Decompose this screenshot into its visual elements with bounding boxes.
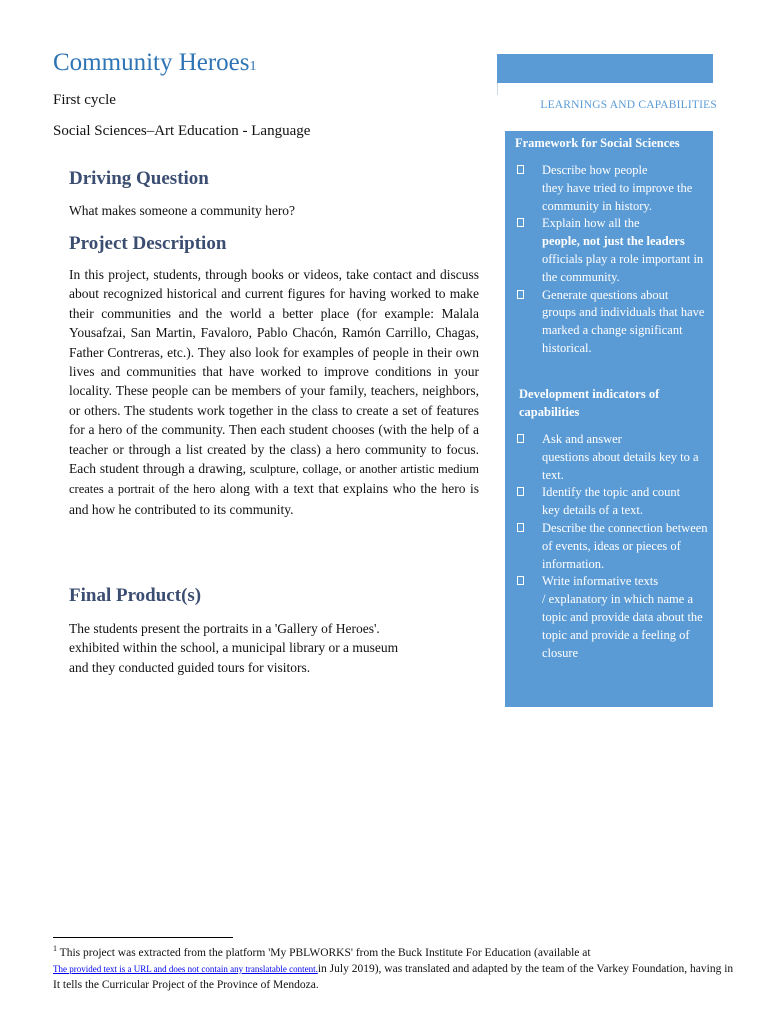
bullet-icon [517,218,524,227]
list-item: Generate questions about groups and individuals that have marked a change significant historical. [515,287,711,358]
indicators-heading: Development indicators of capabilities [519,387,660,419]
subjects-label: Social Sciences–Art Education - Language [53,123,311,139]
footnote-ref[interactable]: 1 [249,59,257,74]
sidebar-heading: LEARNINGS AND CAPABILITIES [540,99,717,111]
bullet-icon [517,576,524,585]
driving-question-heading: Driving Question [69,168,209,189]
sidebar-header-bar [497,54,713,83]
bullet-icon [517,523,524,532]
indicators-list [515,431,711,662]
list-item: Explain how all the people, not just the leaders officials play a role important in the community. [515,215,711,286]
footnote-link[interactable]: The provided text is a URL and does not contain any translatable content. [53,963,318,974]
bullet-icon [517,487,524,496]
project-description-text: In this project, students, through books or videos, take contact and discuss about recognized historical and current figures for having worked to make their communities and the world a better place (for example: Malala Yousafzai, San Martin, Favaloro, Pablo Chacón, Ramón Carrillo, Chagas, Father Contreras, etc.). They also look for examples of people in their own lives and communities that have worked to improve conditions in your locality. These people can be members of your family, teachers, neighbors, or others. The students work together in the class to create a set of features for a hero of the community. Then each student chooses (with the help of a teacher or through a list created by the class) a hero community to focus. Each student through a drawing, sculpture, collage, or another artistic medium creates a portrait of the hero along with a text that explains who the hero is and how he contributed to its community. [69,267,480,517]
list-item: Ask and answer questions about details key to a text. [515,431,711,484]
framework-heading: Framework for Social Sciences [515,136,680,150]
list-item: Describe the connection between of events, ideas or pieces of information. [515,520,711,573]
page-title: Community Heroes$^1$ [53,49,257,76]
footnote-divider [53,937,233,938]
driving-question-text: What makes someone a community hero? [69,203,296,218]
final-product-heading: Final Product(s) [69,585,202,606]
list-item: Describe how people they have tried to improve the community in history. [515,162,711,215]
list-item: Identify the topic and count key details of a text. [515,484,711,520]
bullet-icon [517,290,524,299]
bullet-icon [517,434,524,443]
divider [497,83,498,95]
final-product-text: The students present the portraits in a 'Gallery of Heroes'. exhibited within the school, a municipal library or a museum and they conducted guided tours for visitors. [69,621,399,675]
bullet-icon [517,165,524,174]
cycle-label: First cycle [53,92,116,108]
project-description-heading: Project Description [69,233,227,254]
framework-list [515,162,711,358]
list-item: Write informative texts / explanatory in which name a topic and provide data about the topic and provide a feeling of closure [515,573,711,662]
learnings-panel [505,131,713,707]
footnote: $^1$ This project was extracted from the platform 'My PBLWORKS' from the Buck Institute For Education (available at The provided text is a URL and does not contain any translatable content.in July 2019), was translated and adapted by the team of the Varkey Foundation, having in It tells the Curricular Project of the Province of Mendoza. [53,944,734,991]
